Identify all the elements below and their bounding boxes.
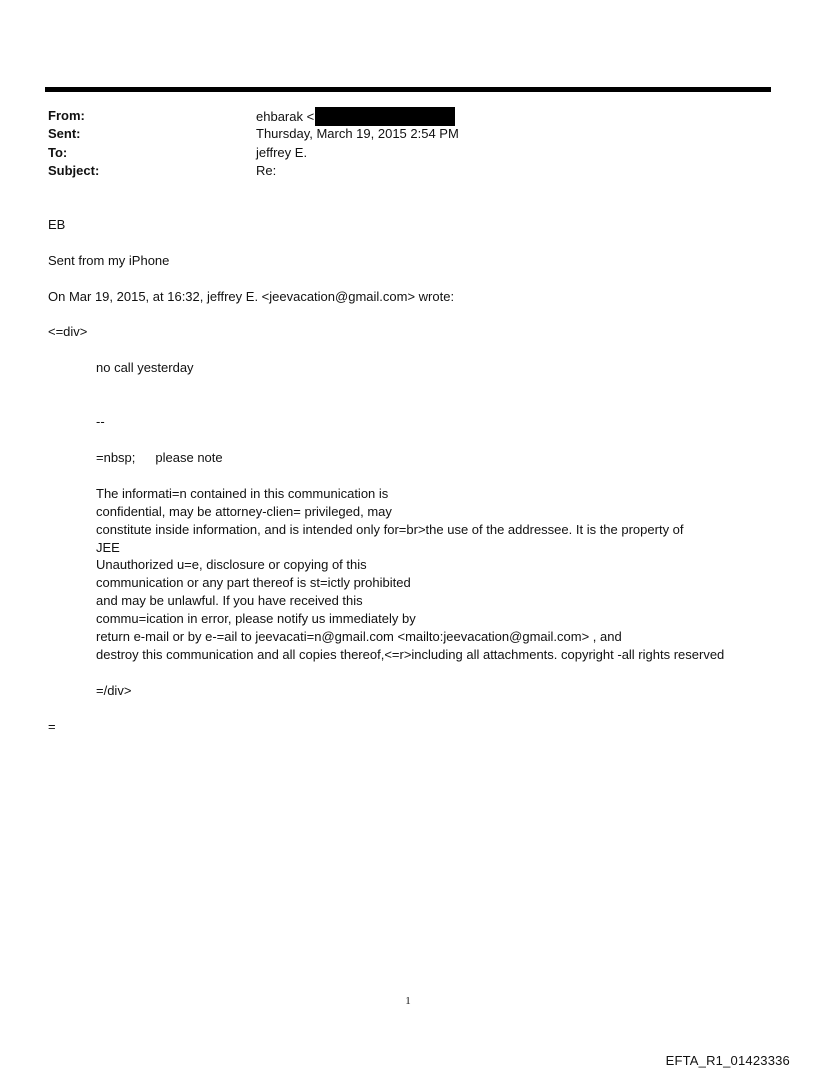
to-label: To: [48,145,68,160]
from-sender: ehbarak < [256,109,315,124]
header-rule [45,87,771,92]
sent-value: Thursday, March 19, 2015 2:54 PM [256,126,459,141]
from-value [256,107,455,126]
disclaimer-line: destroy this communication and all copies thereof,<=r>including all attachments. copyright -all rights reserved [96,647,725,662]
document-id: EFTA_R1_01423336 [665,1053,790,1068]
from-label: From: [48,108,85,123]
quote-intro: On Mar 19, 2015, at 16:32, jeffrey E. <jeevacation@gmail.com> wrote: [48,289,455,304]
disclaimer-line: and may be unlawful. If you have received this [96,593,363,608]
disclaimer-line: constitute inside information, and is intended only for=br>the use of the addressee. It is the property of [96,522,684,537]
disclaimer-line: The informati=n contained in this communication is [96,486,389,501]
disclaimer-line: confidential, may be attorney-clien= privileged, may [96,504,392,519]
disclaimer-line: commu=ication in error, please notify us immediately by [96,611,416,626]
disclaimer-line: communication or any part thereof is st=ictly prohibited [96,575,411,590]
to-value: jeffrey E. [256,145,308,160]
div-open-tag: <=div> [48,324,88,339]
div-close-tag: =/div> [96,683,132,698]
signoff: EB [48,217,66,232]
nbsp-entity: =nbsp; [96,450,136,465]
sent-from-line: Sent from my iPhone [48,253,170,268]
quoted-message: no call yesterday [96,360,194,375]
disclaimer-line: return e-mail or by e-=ail to jeevacati=n@gmail.com <mailto:jeevacation@gmail.com> , and [96,629,622,644]
subject-value: Re: [256,163,277,178]
disclaimer-line: JEE [96,540,120,555]
redaction-box [315,107,455,126]
sent-label: Sent: [48,126,81,141]
signature-separator: -- [96,414,105,429]
page-number: 1 [405,995,411,1007]
please-note: please note [155,450,223,465]
subject-label: Subject: [48,163,100,178]
nbsp-note [96,449,223,467]
trailer-mark: = [48,719,56,734]
disclaimer-line: Unauthorized u=e, disclosure or copying of this [96,557,367,572]
